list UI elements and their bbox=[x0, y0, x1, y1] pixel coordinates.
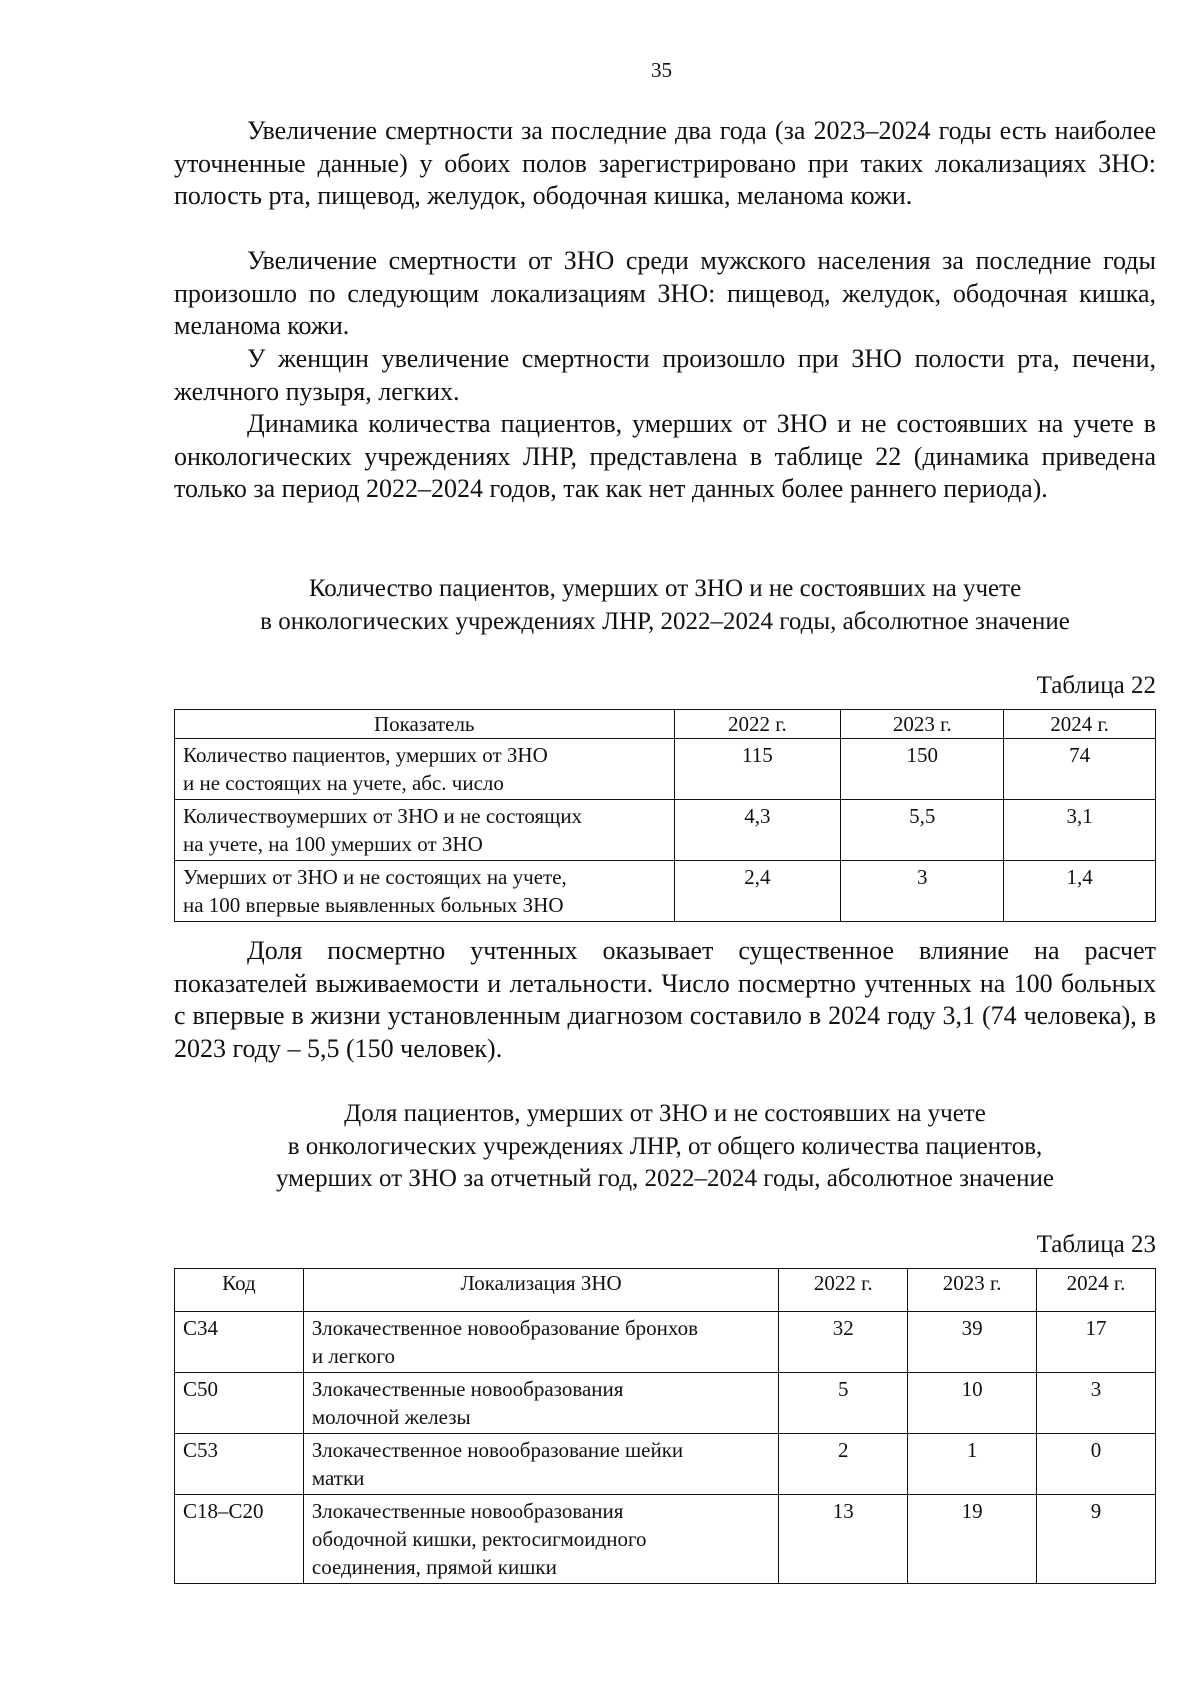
column-header-2024: 2024 г. bbox=[1037, 1269, 1156, 1312]
value-2024: 17 bbox=[1037, 1312, 1156, 1373]
value-2023: 39 bbox=[908, 1312, 1037, 1373]
localization-line: матки bbox=[311, 1466, 365, 1490]
table-row bbox=[175, 1312, 1156, 1373]
paragraph-mortality-both-sexes: Увеличение смертности за последние два года (за 2023–2024 годы есть наиболее уточненные данные) у обоих полов зарегистрировано при таких локализациях ЗНО: полость рта, пищевод, желудок, ободочная кишка, меланома кожи. bbox=[174, 116, 1156, 210]
indicator-line: Количествоумерших от ЗНО и не состоящих bbox=[183, 804, 583, 828]
value-2022: 13 bbox=[779, 1495, 908, 1584]
localization-cell bbox=[303, 1373, 778, 1434]
column-header-2022: 2022 г. bbox=[779, 1269, 908, 1312]
column-header-indicator: Показатель bbox=[175, 710, 675, 739]
table-22 bbox=[174, 709, 1156, 922]
value-2024: 9 bbox=[1037, 1495, 1156, 1584]
table23-caption-line: в онкологических учреждениях ЛНР, от общего количества пациентов, bbox=[287, 1132, 1043, 1160]
indicator-cell bbox=[175, 800, 675, 861]
value-2022: 4,3 bbox=[674, 800, 841, 861]
localization-line: Злокачественное новообразование шейки bbox=[311, 1438, 684, 1462]
localization-line: Злокачественные новообразования bbox=[311, 1377, 624, 1401]
column-header-2023: 2023 г. bbox=[841, 710, 1004, 739]
code-cell: С18–С20 bbox=[175, 1495, 304, 1584]
column-header-2022: 2022 г. bbox=[674, 710, 841, 739]
indicator-line: на 100 впервые выявленных больных ЗНО bbox=[183, 893, 564, 917]
indicator-line: Умерших от ЗНО и не состоящих на учете, bbox=[183, 865, 567, 889]
indicator-cell bbox=[175, 861, 675, 922]
column-header-localization: Локализация ЗНО bbox=[303, 1269, 778, 1312]
column-header-2023: 2023 г. bbox=[908, 1269, 1037, 1312]
value-2023: 5,5 bbox=[841, 800, 1004, 861]
page-number: 35 bbox=[651, 58, 672, 82]
localization-cell bbox=[303, 1434, 778, 1495]
column-header-code: Код bbox=[175, 1269, 304, 1312]
localization-cell bbox=[303, 1312, 778, 1373]
value-2023: 1 bbox=[908, 1434, 1037, 1495]
localization-line: и легкого bbox=[311, 1344, 396, 1368]
table23-caption-line: Доля пациентов, умерших от ЗНО и не состоявших на учете bbox=[344, 1100, 986, 1127]
value-2024: 0 bbox=[1037, 1434, 1156, 1495]
value-2023: 10 bbox=[908, 1373, 1037, 1434]
table22-caption-line: в онкологических учреждениях ЛНР, 2022–2024 годы, абсолютное значение bbox=[260, 607, 1070, 635]
paragraph-mortality-men: Увеличение смертности от ЗНО среди мужского населения за последние годы произошло по следующим локализациям ЗНО: пищевод, желудок, ободочная кишка, меланома кожи. bbox=[174, 246, 1156, 340]
value-2023: 3 bbox=[841, 861, 1004, 922]
localization-line: ободочной кишки, ректосигмоидного bbox=[311, 1527, 647, 1551]
code-cell: С50 bbox=[175, 1373, 304, 1434]
value-2024: 3,1 bbox=[1004, 800, 1156, 861]
value-2024: 1,4 bbox=[1004, 861, 1156, 922]
paragraph-posthumous: Доля посмертно учтенных оказывает существенное влияние на расчет показателей выживаемости и летальности. Число посмертно учтенных на 100 больных с впервые в жизни установленным диагнозом составило в 2024 году 3,1 (74 человека), в 2023 году – 5,5 (150 человек). bbox=[174, 936, 1156, 1063]
table-row bbox=[175, 800, 1156, 861]
value-2024: 3 bbox=[1037, 1373, 1156, 1434]
table-header-row bbox=[175, 710, 1156, 739]
table-23 bbox=[174, 1268, 1156, 1584]
table23-caption bbox=[174, 1098, 1156, 1196]
table-row bbox=[175, 1373, 1156, 1434]
value-2022: 5 bbox=[779, 1373, 908, 1434]
value-2022: 115 bbox=[674, 739, 841, 800]
table23-label: Таблица 23 bbox=[1036, 1231, 1156, 1258]
value-2022: 2 bbox=[779, 1434, 908, 1495]
indicator-line: на учете, на 100 умерших от ЗНО bbox=[183, 832, 483, 856]
table-row bbox=[175, 1434, 1156, 1495]
table-row bbox=[175, 861, 1156, 922]
table23-caption-line: умерших от ЗНО за отчетный год, 2022–2024 годы, абсолютное значение bbox=[276, 1165, 1054, 1192]
indicator-line: и не состоящих на учете, абс. число bbox=[183, 771, 504, 795]
value-2023: 19 bbox=[908, 1495, 1037, 1584]
table22-caption-line: Количество пациентов, умерших от ЗНО и не состоявших на учете bbox=[308, 575, 1022, 602]
table22-caption bbox=[174, 573, 1156, 638]
indicator-line: Количество пациентов, умерших от ЗНО bbox=[183, 743, 548, 767]
paragraph-mortality-women: У женщин увеличение смертности произошло при ЗНО полости рта, печени, желчного пузыря, легких. bbox=[174, 344, 1156, 406]
localization-cell bbox=[303, 1495, 778, 1584]
paragraph-dynamics-intro: Динамика количества пациентов, умерших от ЗНО и не состоявших на учете в онкологических учреждениях ЛНР, представлена в таблице 22 (динамика приведена только за период 2022–2024 годов, так как нет данных более раннего периода). bbox=[174, 409, 1156, 503]
table-row bbox=[175, 739, 1156, 800]
indicator-cell bbox=[175, 739, 675, 800]
table22-label: Таблица 22 bbox=[1036, 672, 1156, 699]
value-2024: 74 bbox=[1004, 739, 1156, 800]
localization-line: соединения, прямой кишки bbox=[311, 1555, 557, 1579]
table-header-row bbox=[175, 1269, 1156, 1312]
localization-line: молочной железы bbox=[311, 1405, 471, 1429]
code-cell: С34 bbox=[175, 1312, 304, 1373]
localization-line: Злокачественное новообразование бронхов bbox=[311, 1316, 699, 1340]
localization-line: Злокачественные новообразования bbox=[311, 1499, 624, 1523]
column-header-2024: 2024 г. bbox=[1004, 710, 1156, 739]
table-row bbox=[175, 1495, 1156, 1584]
value-2022: 2,4 bbox=[674, 861, 841, 922]
value-2023: 150 bbox=[841, 739, 1004, 800]
code-cell: С53 bbox=[175, 1434, 304, 1495]
value-2022: 32 bbox=[779, 1312, 908, 1373]
